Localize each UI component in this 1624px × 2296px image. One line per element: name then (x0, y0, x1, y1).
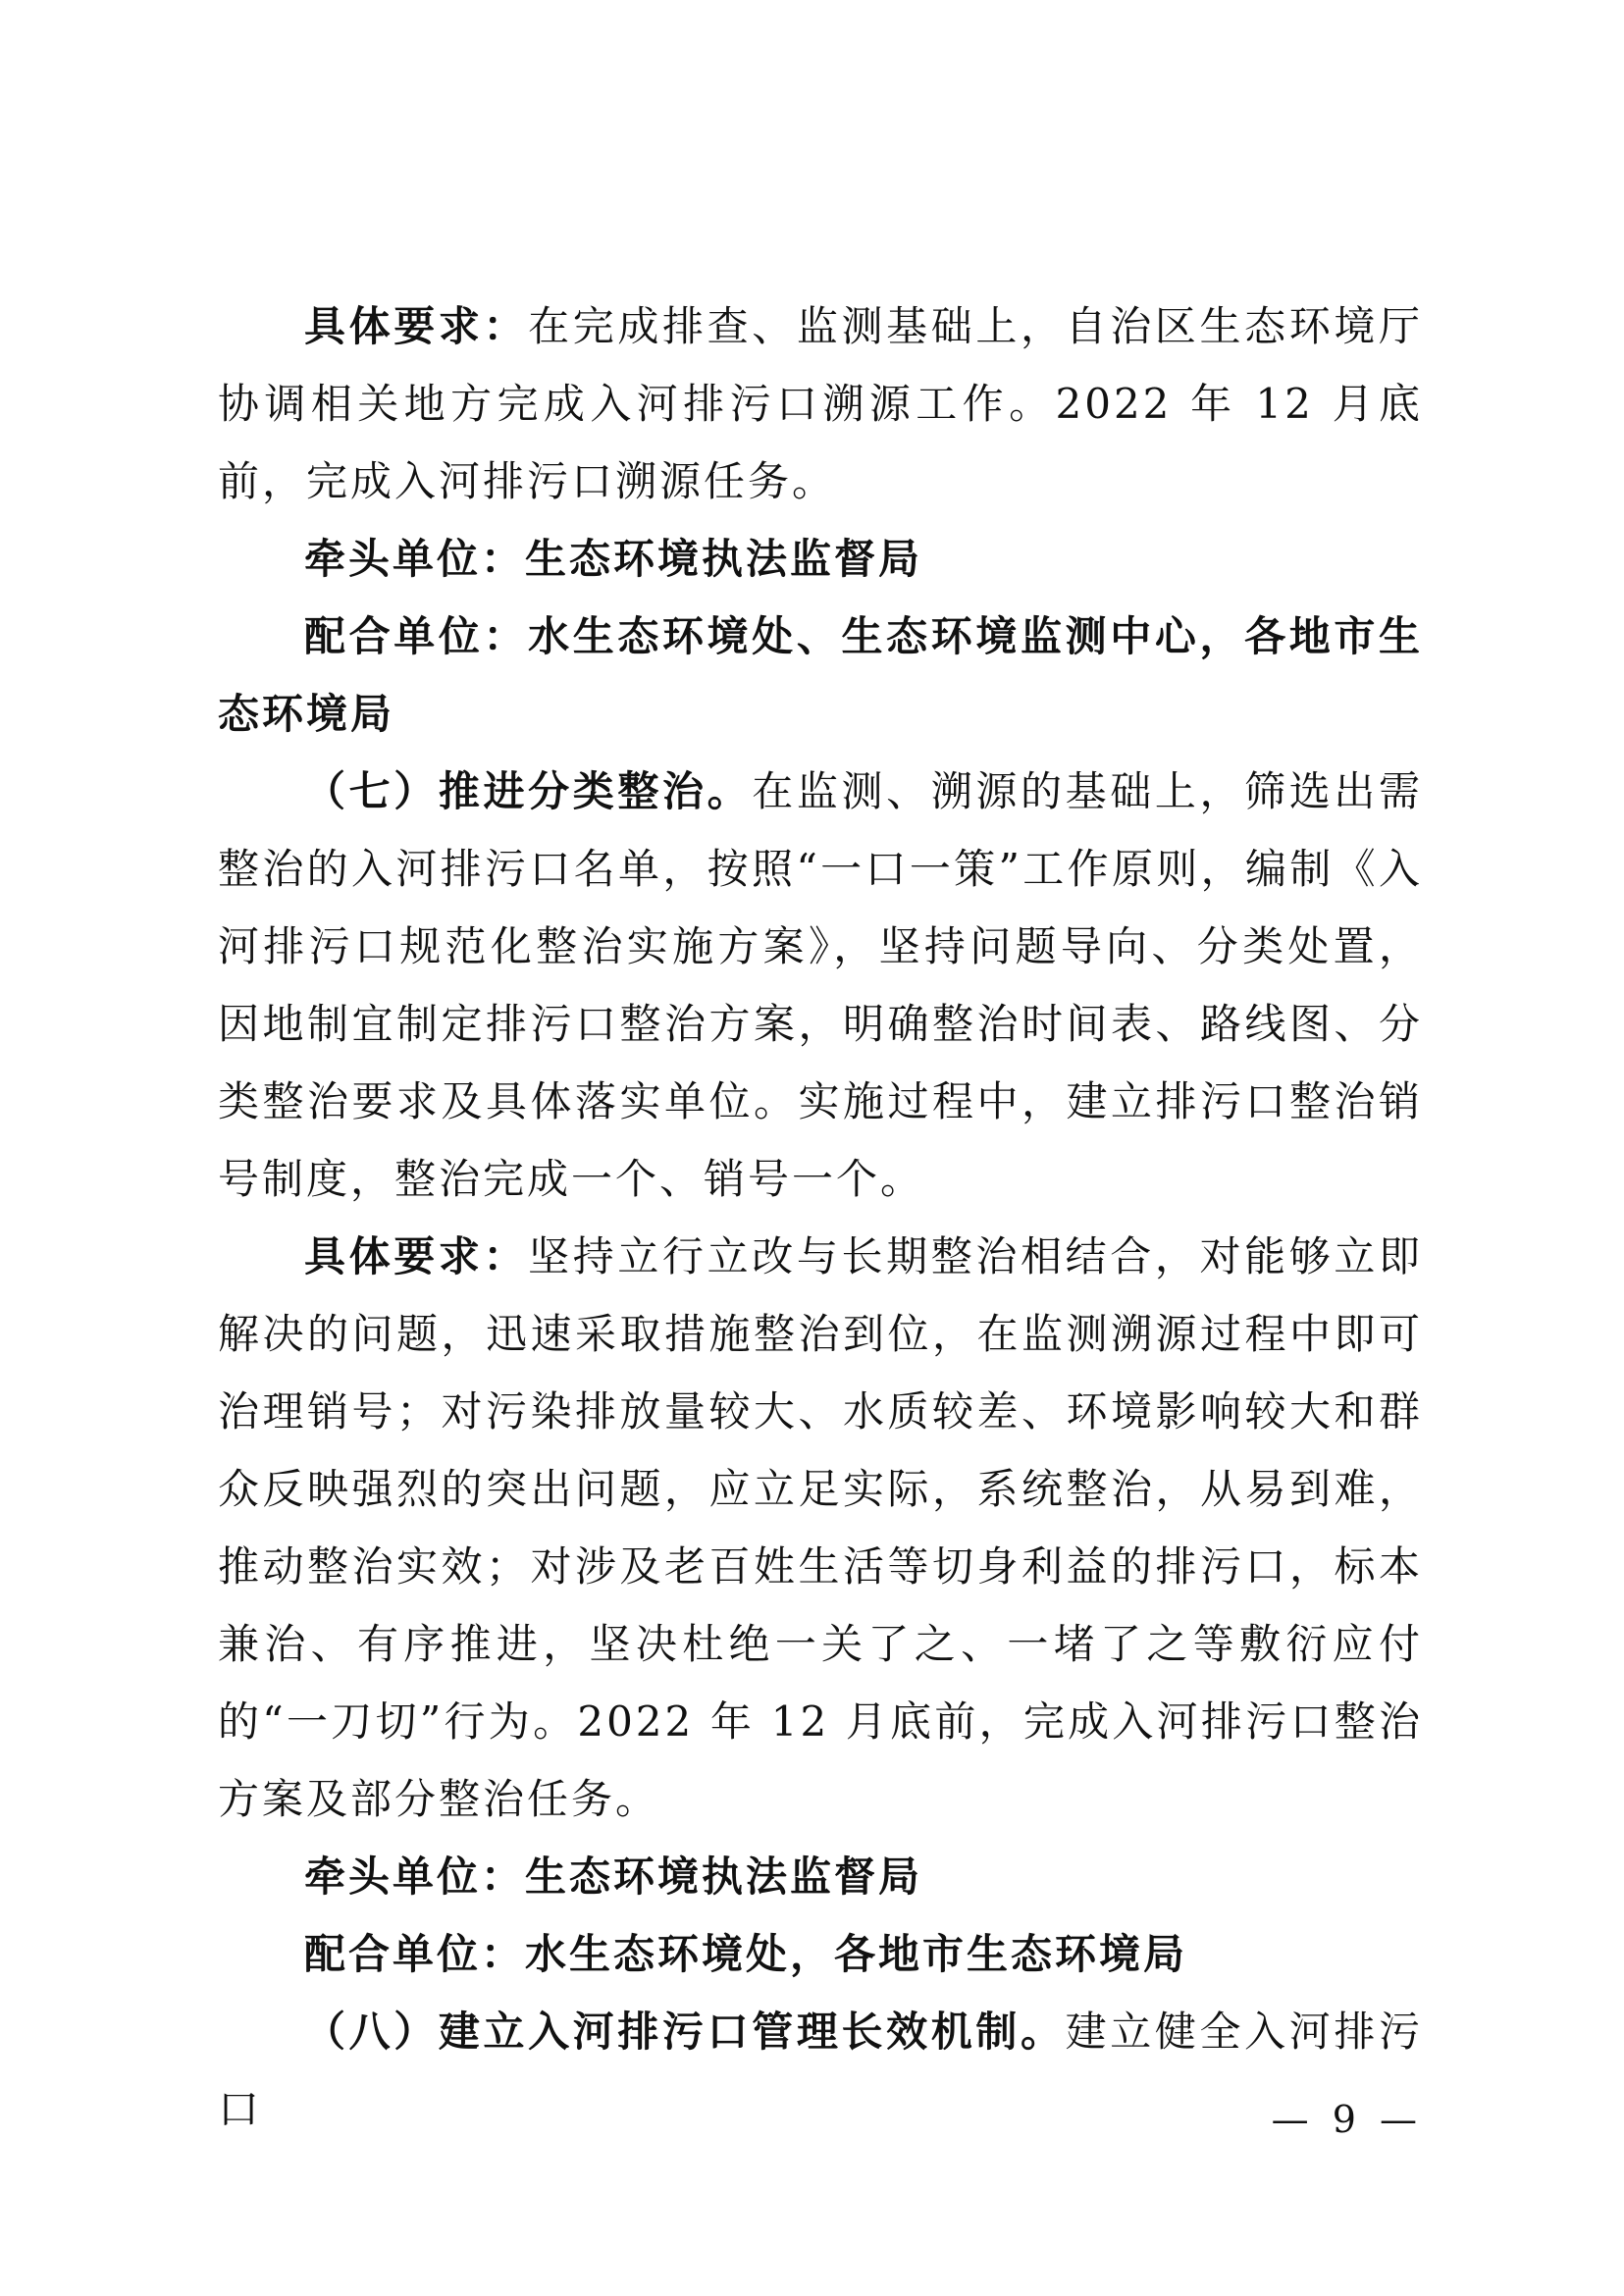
paragraph-text: 生态环境执法监督局 (525, 535, 923, 583)
section-heading: （七）推进分类整治。 (304, 767, 753, 815)
paragraph-text: 坚持立行立改与长期整治相结合，对能够立即解决的问题，迅速采取措施整治到位，在监测溯源过程中即可治理销号；对污染排放量较大、水质较差、环境影响较大和群众反映强烈的突出问题，应立足实际，系统整治，从易到难，推动整治实效；对涉及老百姓生活等切身利益的排污口，标本兼治、有序推进，坚决杜绝一关了之、一堵了之等敷衍应付的“一刀切”行为。2022 年 12 月底前，完成入河排污口整治方案及部分整治任务。 (218, 1232, 1423, 1823)
paragraph-label: 具体要求： (304, 1232, 529, 1280)
paragraph-section-8 (218, 1993, 1423, 2148)
section-heading: （八）建立入河排污口管理长效机制。 (304, 2008, 1066, 2056)
paragraph-text: 在监测、溯源的基础上，筛选出需整治的入河排污口名单，按照“一口一策”工作原则，编制《入河排污口规范化整治实施方案》，坚持问题导向、分类处置，因地制宜制定排污口整治方案，明确整治时间表、路线图、分类整治要求及具体落实单位。实施过程中，建立排污口整治销号制度，整治完成一个、销号一个。 (218, 767, 1423, 1203)
paragraph-label: 牵头单位： (304, 535, 526, 583)
document-body (218, 287, 1423, 2148)
paragraph-label: 配合单位： (304, 1930, 526, 1978)
page-number: — 9 — (1271, 2098, 1423, 2141)
paragraph-lead-unit-2 (218, 1838, 1423, 1915)
paragraph-text: 在完成排查、监测基础上，自治区生态环境厅协调相关地方完成入河排污口溯源工作。2022 年 12 月底前，完成入河排污口溯源任务。 (218, 302, 1423, 505)
paragraph-lead-unit-1 (218, 520, 1423, 598)
paragraph-requirement-1 (218, 287, 1423, 520)
paragraph-text: 水生态环境处、生态环境监测中心，各地市生态环境局 (218, 612, 1423, 738)
paragraph-label: 具体要求： (304, 302, 529, 350)
paragraph-text: 水生态环境处，各地市生态环境局 (525, 1930, 1188, 1978)
paragraph-support-unit-2 (218, 1915, 1423, 1993)
paragraph-label: 牵头单位： (304, 1852, 526, 1901)
paragraph-support-unit-1 (218, 598, 1423, 753)
paragraph-requirement-2 (218, 1218, 1423, 1838)
paragraph-text: 建立健全入河排污口 (218, 2008, 1423, 2133)
paragraph-label: 配合单位： (304, 612, 529, 660)
paragraph-text: 生态环境执法监督局 (525, 1852, 923, 1901)
paragraph-section-7 (218, 753, 1423, 1218)
